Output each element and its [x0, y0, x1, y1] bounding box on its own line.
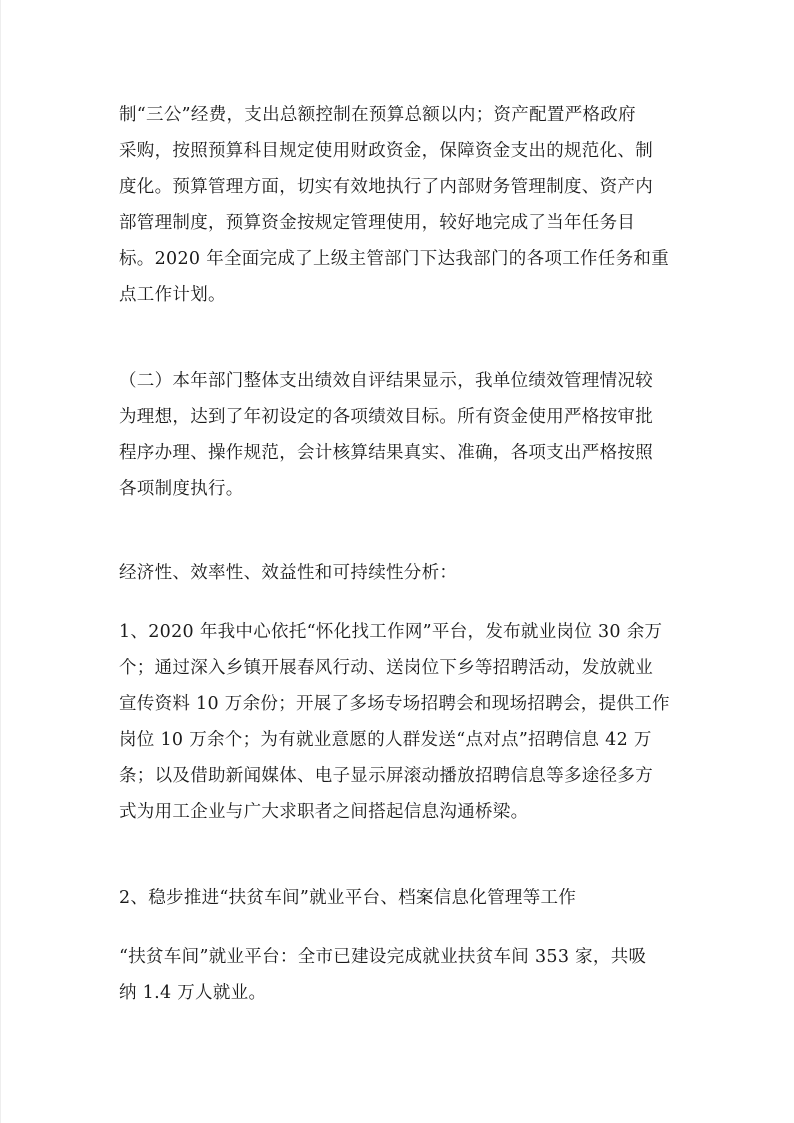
text-line: 岗位 10 万余个；为有就业意愿的人群发送“点对点”招聘信息 42 万	[119, 730, 652, 750]
text-line: （二）本年部门整体支出绩效自评结果显示，我单位绩效管理情况较	[119, 371, 653, 391]
text-line: 经济性、效率性、效益性和可持续性分析：	[119, 563, 458, 583]
page-edge	[0, 0, 1, 1123]
text-line: 1、2020 年我中心依托“怀化找工作网”平台，发布就业岗位 30 余万	[119, 622, 663, 642]
text-line: 点工作计划。	[119, 285, 226, 305]
text-line: 纳 1.4 万人就业。	[119, 983, 267, 1003]
text-line: 部管理制度，预算资金按规定管理使用，较好地完成了当年任务目	[119, 213, 636, 233]
text-line: 各项制度执行。	[119, 479, 244, 499]
text-line: 宣传资料 10 万余份；开展了多场专场招聘会和现场招聘会，提供工作	[119, 694, 670, 714]
heading-analysis	[119, 555, 691, 591]
paragraph-item-1	[119, 614, 691, 830]
text-line: 程序办理、操作规范，会计核算结果真实、准确，各项支出严格按照	[119, 443, 653, 463]
text-line: 标。2020 年全面完成了上级主管部门下达我部门的各项工作任务和重	[119, 249, 669, 269]
text-line: 2、稳步推进“扶贫车间”就业平台、档案信息化管理等工作	[119, 888, 577, 908]
text-line: 制“三公”经费，支出总额控制在预算总额以内；资产配置严格政府	[119, 105, 636, 125]
paragraph-item-2	[119, 880, 691, 916]
text-line: 为理想，达到了年初设定的各项绩效目标。所有资金使用严格按审批	[119, 407, 653, 427]
paragraph-budget-management	[119, 97, 691, 313]
text-line: 条；以及借助新闻媒体、电子显示屏滚动播放招聘信息等多途径多方	[119, 766, 653, 786]
text-line: 采购，按照预算科目规定使用财政资金，保障资金支出的规范化、制	[119, 141, 653, 161]
text-line: “扶贫车间”就业平台：全市已建设完成就业扶贫车间 353 家，共吸	[119, 947, 647, 967]
text-line: 个；通过深入乡镇开展春风行动、送岗位下乡等招聘活动，发放就业	[119, 658, 653, 678]
text-line: 式为用工企业与广大求职者之间搭起信息沟通桥梁。	[119, 802, 529, 822]
text-line: 度化。预算管理方面，切实有效地执行了内部财务管理制度、资产内	[119, 177, 653, 197]
paragraph-self-evaluation	[119, 363, 691, 507]
paragraph-item-2-detail	[119, 939, 691, 1011]
